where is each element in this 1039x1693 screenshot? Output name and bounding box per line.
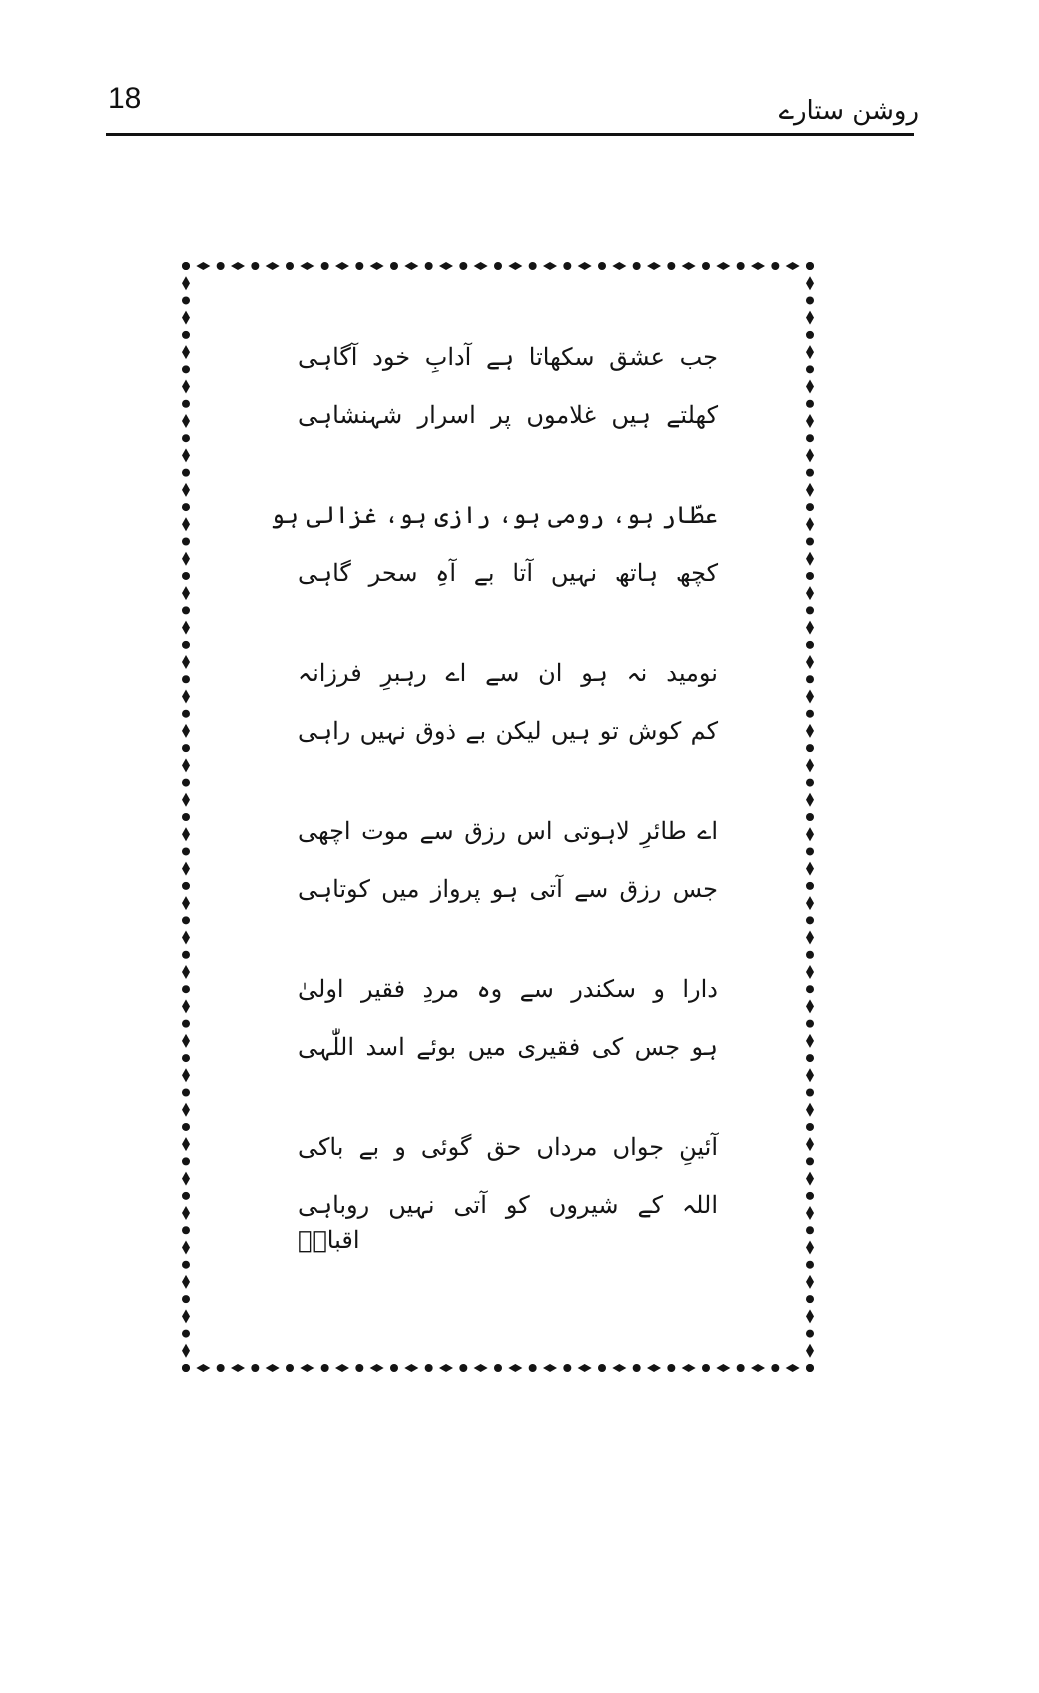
border-diamond — [806, 862, 814, 876]
border-dot — [355, 1364, 363, 1372]
border-dot — [633, 1364, 641, 1372]
border-diamond — [806, 1309, 814, 1323]
border-diamond — [266, 262, 280, 270]
border-diamond — [182, 1068, 190, 1082]
border-diamond — [182, 345, 190, 359]
border-diamond — [300, 262, 314, 270]
border-dot — [806, 1123, 814, 1131]
poem-line: ہو جس کی فقیری میں بوئے اسد اللّٰہی — [298, 1033, 718, 1061]
border-dot — [182, 1020, 190, 1028]
border-dot — [806, 1089, 814, 1097]
border-diamond — [806, 1103, 814, 1117]
border-dot — [806, 882, 814, 890]
border-left — [182, 262, 190, 1372]
border-dot — [182, 1157, 190, 1165]
border-diamond — [182, 311, 190, 325]
border-diamond — [182, 999, 190, 1013]
border-dot — [182, 365, 190, 373]
border-dot — [182, 1364, 190, 1372]
border-dot — [286, 1364, 294, 1372]
border-dot — [806, 1295, 814, 1303]
border-dot — [633, 262, 641, 270]
border-diamond — [182, 827, 190, 841]
border-diamond — [806, 517, 814, 531]
border-diamond — [543, 1364, 557, 1372]
border-dot — [182, 951, 190, 959]
border-diamond — [196, 1364, 210, 1372]
border-diamond — [182, 758, 190, 772]
border-diamond — [578, 262, 592, 270]
border-dot — [182, 744, 190, 752]
border-diamond — [806, 586, 814, 600]
border-dot — [598, 262, 606, 270]
border-diamond — [806, 1275, 814, 1289]
border-diamond — [806, 1240, 814, 1254]
border-diamond — [335, 262, 349, 270]
border-dot — [355, 262, 363, 270]
border-dot — [182, 710, 190, 718]
border-diamond — [404, 1364, 418, 1372]
border-dot — [182, 400, 190, 408]
border-diamond — [806, 345, 814, 359]
page-number: 18 — [108, 82, 142, 115]
border-dot — [182, 882, 190, 890]
border-diamond — [182, 414, 190, 428]
border-diamond — [231, 262, 245, 270]
border-dot — [182, 572, 190, 580]
border-diamond — [231, 1364, 245, 1372]
border-dot — [806, 572, 814, 580]
poem-line: کچھ ہاتھ نہیں آتا بے آہِ سحر گاہی — [298, 559, 718, 587]
border-diamond — [806, 931, 814, 945]
border-diamond — [182, 689, 190, 703]
stanza — [298, 802, 718, 918]
border-dot — [217, 262, 225, 270]
border-dot — [806, 847, 814, 855]
border-dot — [737, 262, 745, 270]
border-diamond — [182, 1240, 190, 1254]
border-dot — [598, 1364, 606, 1372]
border-diamond — [182, 517, 190, 531]
stanza — [298, 960, 718, 1076]
border-right — [806, 262, 814, 1372]
border-dot — [182, 606, 190, 614]
poem-line: کم کوش تو ہیں لیکن بے ذوق نہیں راہی — [298, 717, 718, 745]
border-dot — [321, 262, 329, 270]
border-dot — [182, 1226, 190, 1234]
border-diamond — [182, 931, 190, 945]
border-diamond — [806, 1137, 814, 1151]
border-diamond — [439, 1364, 453, 1372]
border-diamond — [806, 827, 814, 841]
border-dot — [286, 262, 294, 270]
border-diamond — [370, 262, 384, 270]
border-bottom — [182, 1364, 814, 1372]
border-dot — [806, 1261, 814, 1269]
border-diamond — [182, 380, 190, 394]
border-dot — [182, 1054, 190, 1062]
border-dot — [563, 262, 571, 270]
stanza — [298, 328, 718, 444]
border-diamond — [806, 1206, 814, 1220]
poem-line: جس رزق سے آتی ہو پرواز میں کوتاہی — [298, 875, 718, 903]
border-dot — [182, 469, 190, 477]
border-dot — [425, 262, 433, 270]
border-diamond — [508, 1364, 522, 1372]
border-diamond — [806, 758, 814, 772]
border-dot — [182, 1261, 190, 1269]
border-diamond — [182, 1344, 190, 1358]
border-dot — [182, 916, 190, 924]
border-diamond — [806, 380, 814, 394]
poem-line: آئینِ جواں مرداں حق گوئی و بے باکی — [298, 1133, 718, 1161]
border-dot — [459, 262, 467, 270]
border-diamond — [182, 1309, 190, 1323]
poem-line: عطّار ہو، رومی ہو، رازی ہو، غزالی ہو — [270, 501, 718, 529]
border-dot — [806, 538, 814, 546]
book-title: روشن ستارے — [778, 96, 919, 126]
border-dot — [806, 1330, 814, 1338]
border-dot — [771, 262, 779, 270]
border-diamond — [370, 1364, 384, 1372]
border-dot — [806, 469, 814, 477]
border-diamond — [806, 793, 814, 807]
border-diamond — [806, 965, 814, 979]
border-dot — [806, 675, 814, 683]
border-diamond — [682, 262, 696, 270]
border-diamond — [474, 262, 488, 270]
border-diamond — [806, 1172, 814, 1186]
stanza — [298, 1118, 718, 1234]
border-dot — [182, 675, 190, 683]
border-diamond — [335, 1364, 349, 1372]
border-dot — [806, 1226, 814, 1234]
border-diamond — [182, 621, 190, 635]
border-dot — [806, 985, 814, 993]
border-dot — [182, 1123, 190, 1131]
border-dot — [806, 1020, 814, 1028]
border-dot — [806, 606, 814, 614]
border-dot — [182, 538, 190, 546]
border-top — [182, 262, 814, 270]
border-diamond — [612, 1364, 626, 1372]
border-diamond — [182, 1206, 190, 1220]
border-diamond — [806, 621, 814, 635]
border-diamond — [182, 448, 190, 462]
border-dot — [771, 1364, 779, 1372]
border-dot — [182, 1192, 190, 1200]
border-dot — [806, 1192, 814, 1200]
border-diamond — [182, 724, 190, 738]
poem-line: جب عشق سکھاتا ہے آدابِ خود آگاہی — [298, 343, 718, 371]
border-diamond — [182, 1137, 190, 1151]
border-dot — [806, 779, 814, 787]
poem-frame — [178, 258, 818, 1376]
poem-line: دارا و سکندر سے وہ مردِ فقیر اولیٰ — [298, 975, 718, 1003]
border-dot — [806, 813, 814, 821]
border-dot — [251, 262, 259, 270]
border-diamond — [182, 586, 190, 600]
border-diamond — [806, 999, 814, 1013]
border-diamond — [182, 1275, 190, 1289]
border-dot — [806, 1054, 814, 1062]
border-dot — [425, 1364, 433, 1372]
border-diamond — [786, 262, 800, 270]
border-diamond — [182, 552, 190, 566]
border-diamond — [806, 552, 814, 566]
border-diamond — [439, 262, 453, 270]
border-dot — [390, 1364, 398, 1372]
border-dot — [806, 1364, 814, 1372]
border-dot — [182, 434, 190, 442]
border-diamond — [508, 262, 522, 270]
border-diamond — [182, 1034, 190, 1048]
border-diamond — [806, 896, 814, 910]
border-dot — [806, 262, 814, 270]
border-diamond — [182, 276, 190, 290]
border-dot — [182, 1330, 190, 1338]
border-diamond — [806, 724, 814, 738]
border-diamond — [474, 1364, 488, 1372]
border-dot — [251, 1364, 259, 1372]
border-dot — [702, 1364, 710, 1372]
border-diamond — [182, 1172, 190, 1186]
border-diamond — [716, 1364, 730, 1372]
border-diamond — [806, 483, 814, 497]
border-diamond — [806, 276, 814, 290]
border-dot — [529, 262, 537, 270]
border-dot — [182, 1089, 190, 1097]
border-diamond — [806, 448, 814, 462]
border-dot — [182, 503, 190, 511]
border-diamond — [300, 1364, 314, 1372]
border-dot — [806, 916, 814, 924]
border-diamond — [404, 262, 418, 270]
border-dot — [806, 1157, 814, 1165]
poem-line: کھلتے ہیں غلاموں پر اسرار شہنشاہی — [298, 401, 718, 429]
border-dot — [217, 1364, 225, 1372]
border-dot — [806, 400, 814, 408]
border-dot — [806, 951, 814, 959]
border-diamond — [182, 1103, 190, 1117]
border-dot — [737, 1364, 745, 1372]
border-dot — [529, 1364, 537, 1372]
border-dot — [806, 744, 814, 752]
border-diamond — [182, 965, 190, 979]
border-diamond — [806, 311, 814, 325]
border-dot — [806, 296, 814, 304]
border-dot — [494, 262, 502, 270]
border-diamond — [182, 655, 190, 669]
border-diamond — [806, 1068, 814, 1082]
border-diamond — [806, 1344, 814, 1358]
border-dot — [702, 262, 710, 270]
border-dot — [806, 434, 814, 442]
border-dot — [182, 813, 190, 821]
border-dot — [667, 262, 675, 270]
border-diamond — [543, 262, 557, 270]
stanza — [270, 486, 718, 602]
border-dot — [321, 1364, 329, 1372]
border-dot — [806, 503, 814, 511]
border-dot — [182, 296, 190, 304]
border-dot — [806, 710, 814, 718]
border-dot — [806, 365, 814, 373]
header-rule — [106, 133, 914, 136]
border-diamond — [751, 1364, 765, 1372]
border-dot — [806, 641, 814, 649]
poem-body — [270, 328, 718, 1276]
border-diamond — [716, 262, 730, 270]
border-diamond — [182, 862, 190, 876]
poet-signature: اقبالؔ — [298, 1226, 360, 1254]
border-dot — [182, 985, 190, 993]
border-diamond — [806, 1034, 814, 1048]
border-diamond — [182, 483, 190, 497]
border-dot — [182, 779, 190, 787]
stanza — [298, 644, 718, 760]
border-diamond — [806, 414, 814, 428]
border-diamond — [196, 262, 210, 270]
border-diamond — [647, 1364, 661, 1372]
border-diamond — [266, 1364, 280, 1372]
border-diamond — [806, 689, 814, 703]
border-dot — [494, 1364, 502, 1372]
border-diamond — [647, 262, 661, 270]
border-diamond — [182, 793, 190, 807]
border-dot — [182, 641, 190, 649]
border-diamond — [682, 1364, 696, 1372]
border-diamond — [612, 262, 626, 270]
border-diamond — [806, 655, 814, 669]
poem-line: اے طائرِ لاہوتی اس رزق سے موت اچھی — [298, 817, 718, 845]
border-dot — [390, 262, 398, 270]
border-dot — [182, 1295, 190, 1303]
poem-line: اللہ کے شیروں کو آتی نہیں روباہی — [298, 1191, 718, 1219]
border-diamond — [578, 1364, 592, 1372]
border-diamond — [751, 262, 765, 270]
border-dot — [806, 331, 814, 339]
border-diamond — [182, 896, 190, 910]
border-dot — [182, 331, 190, 339]
border-diamond — [786, 1364, 800, 1372]
poem-line: نومید نہ ہو ان سے اے رہبرِ فرزانہ — [298, 659, 718, 687]
border-dot — [563, 1364, 571, 1372]
border-dot — [182, 262, 190, 270]
border-dot — [182, 847, 190, 855]
border-dot — [459, 1364, 467, 1372]
border-dot — [667, 1364, 675, 1372]
